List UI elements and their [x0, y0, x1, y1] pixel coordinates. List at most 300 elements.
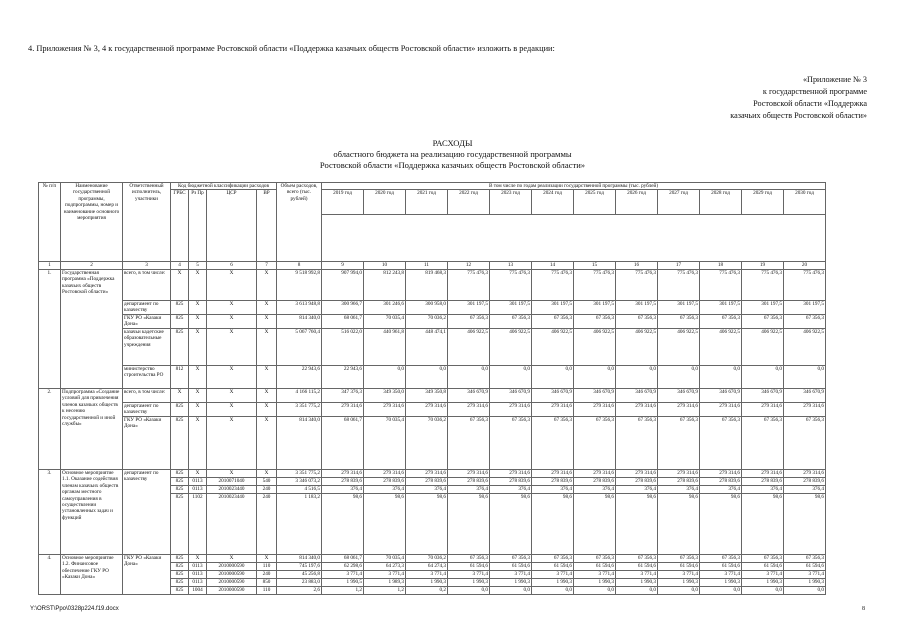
year-value: 68 061,7 — [322, 555, 364, 563]
vr-code: 240 — [257, 494, 277, 555]
year-value: 448 474,1 — [406, 329, 448, 366]
rzpr-code: 1102 — [189, 494, 207, 555]
grbs-code: 825 — [171, 579, 189, 587]
year-value: 67 356,3 — [448, 417, 490, 470]
year-value: 67 356,3 — [616, 315, 658, 329]
column-number: 15 — [574, 262, 616, 270]
year-value: 67 356,3 — [784, 417, 826, 470]
year-value: 278 839,6 — [490, 478, 532, 486]
year-value: 406 922,5 — [532, 329, 574, 366]
vr-code: X — [257, 417, 277, 470]
document-heading — [0, 138, 905, 171]
year-value: 0,0 — [574, 366, 616, 389]
year-value: 1,2 — [364, 587, 406, 595]
grbs-code: 825 — [171, 329, 189, 366]
total-value: 814 340,0 — [277, 555, 322, 563]
column-number: 9 — [322, 262, 364, 270]
csr-code: X — [207, 555, 257, 563]
csr-code: 2010023440 — [207, 486, 257, 494]
total-value: 3 613 948,8 — [277, 301, 322, 315]
total-value: 23 883,0 — [277, 579, 322, 587]
executor: казачьи кадетские образовательные учреждения — [123, 329, 171, 366]
vr-code: X — [257, 389, 277, 403]
year-value: 3 771,4 — [616, 571, 658, 579]
rzpr-code: 0113 — [189, 571, 207, 579]
total-value: 45 256,8 — [277, 571, 322, 579]
grbs-code: 825 — [171, 470, 189, 478]
year-value: 279 314,6 — [490, 403, 532, 417]
heading-line: Ростовской области «Поддержка казачьих обществ Ростовской области» — [319, 160, 586, 170]
grbs-code: 825 — [171, 301, 189, 315]
year-value: 279 314,6 — [406, 403, 448, 417]
rzpr-code: X — [189, 470, 207, 478]
year-value: 346 670,9 — [658, 389, 700, 403]
year-value: 376,4 — [700, 486, 742, 494]
total-value: 4 516,5 — [277, 486, 322, 494]
year-value: 406 922,5 — [574, 329, 616, 366]
csr-code: X — [207, 417, 257, 470]
year-value: 67 356,3 — [742, 315, 784, 329]
year-value: 98,6 — [406, 494, 448, 555]
year-value: 1 990,3 — [616, 579, 658, 587]
header-no: № п/п — [39, 183, 61, 262]
year-value: 406 922,5 — [658, 329, 700, 366]
grbs-code: 825 — [171, 555, 189, 563]
heading-title: РАСХОДЫ — [432, 138, 473, 148]
csr-code: 2010023440 — [207, 494, 257, 555]
year-value: 346 670,9 — [448, 389, 490, 403]
table-row — [39, 555, 826, 563]
year-value: 67 356,3 — [658, 315, 700, 329]
header-year: 2021 год — [406, 190, 448, 215]
csr-code: 2010071040 — [207, 478, 257, 486]
rzpr-code: X — [189, 555, 207, 563]
year-value: 301 246,6 — [364, 301, 406, 315]
header-years-caption: В том числе по годам реализации государственной программы (тыс. рублей) — [322, 183, 826, 190]
year-value: 67 356,3 — [532, 315, 574, 329]
year-value: 278 839,6 — [364, 478, 406, 486]
year-value: 278 839,6 — [616, 478, 658, 486]
year-value: 346 670,9 — [532, 389, 574, 403]
appendix-line: Ростовской области «Поддержка — [753, 99, 867, 108]
year-value: 70 035,4 — [364, 417, 406, 470]
year-value: 278 839,6 — [322, 478, 364, 486]
grbs-code: 825 — [171, 571, 189, 579]
vr-code: X — [257, 329, 277, 366]
year-value: 279 314,6 — [532, 470, 574, 478]
year-value: 346 670,9 — [784, 389, 826, 403]
column-number: 3 — [123, 262, 171, 270]
year-value: 1 990,3 — [700, 579, 742, 587]
table-row — [39, 403, 826, 417]
csr-code: X — [207, 366, 257, 389]
intro-text: 4. Приложения № 3, 4 к государственной программе Ростовской области «Поддержка казачьих обществ Ростовской области» изложить в редакции: — [28, 44, 555, 53]
year-value: 279 314,6 — [406, 470, 448, 478]
year-value: 0,0 — [616, 366, 658, 389]
total-value: 4 166 115,2 — [277, 389, 322, 403]
year-value: 70 036,2 — [406, 555, 448, 563]
year-value: 0,0 — [784, 366, 826, 389]
year-value: 376,4 — [364, 486, 406, 494]
expenses-table-wrap — [38, 182, 826, 595]
table-row — [39, 417, 826, 470]
year-value: 301 197,5 — [658, 301, 700, 315]
grbs-code: 825 — [171, 478, 189, 486]
year-value: 3 771,4 — [364, 571, 406, 579]
year-value: 376,4 — [322, 486, 364, 494]
total-value: 9 518 992,8 — [277, 270, 322, 301]
year-value: 98,6 — [448, 494, 490, 555]
column-number: 2 — [61, 262, 123, 270]
appendix-line: казачьих обществ Ростовской области» — [730, 111, 867, 120]
year-value: 516 022,0 — [322, 329, 364, 366]
year-value: 98,6 — [658, 494, 700, 555]
expenses-table-body — [39, 262, 826, 595]
year-value: 67 356,3 — [448, 555, 490, 563]
year-value: 301 197,5 — [532, 301, 574, 315]
rzpr-code: X — [189, 329, 207, 366]
grbs-code: 825 — [171, 315, 189, 329]
vr-code: 110 — [257, 563, 277, 571]
year-value: 68 061,7 — [322, 417, 364, 470]
grbs-code: X — [171, 270, 189, 301]
column-number: 12 — [448, 262, 490, 270]
column-number: 17 — [658, 262, 700, 270]
page-number: 8 — [862, 606, 865, 612]
total-value: 3 351 775,2 — [277, 470, 322, 478]
column-number: 13 — [490, 262, 532, 270]
executor: всего, в том числе: — [123, 389, 171, 403]
csr-code: X — [207, 329, 257, 366]
year-value: 0,0 — [448, 587, 490, 595]
total-value: 3 351 775,2 — [277, 403, 322, 417]
year-value: 61 594,6 — [658, 563, 700, 571]
year-value: 3 771,4 — [532, 571, 574, 579]
year-value: 98,6 — [364, 494, 406, 555]
year-value: 70 035,4 — [364, 315, 406, 329]
footer-file-path: Y:\ORST\Ppo\0328p224.f19.docx — [30, 606, 119, 612]
year-value: 98,6 — [742, 494, 784, 555]
year-value: 1 990,3 — [448, 579, 490, 587]
executor: всего, в том числе: — [123, 270, 171, 301]
year-value: 376,4 — [490, 486, 532, 494]
year-value: 67 356,3 — [700, 555, 742, 563]
year-value: 98,6 — [784, 494, 826, 555]
grbs-code: 825 — [171, 486, 189, 494]
grbs-code: 825 — [171, 403, 189, 417]
year-value: 64 273,3 — [364, 563, 406, 571]
column-number: 16 — [616, 262, 658, 270]
vr-code: 540 — [257, 478, 277, 486]
column-number: 20 — [784, 262, 826, 270]
year-value: 1 990,5 — [322, 579, 364, 587]
year-value: 67 356,3 — [784, 555, 826, 563]
year-value: 279 314,6 — [448, 470, 490, 478]
program-name: Основное мероприятие 1.2. Финансовое обеспечение ГКУ РО «Казаки Дона» — [61, 555, 123, 595]
column-number: 6 — [207, 262, 257, 270]
year-value: 0,0 — [658, 366, 700, 389]
csr-code: 2010000590 — [207, 587, 257, 595]
table-row — [39, 301, 826, 315]
year-value: 64 274,3 — [406, 563, 448, 571]
vr-code: 850 — [257, 579, 277, 587]
year-value: 775 476,3 — [742, 270, 784, 301]
year-value: 67 356,3 — [490, 417, 532, 470]
appendix-line: «Приложение № 3 — [802, 75, 867, 84]
vr-code: X — [257, 301, 277, 315]
year-value: 279 314,6 — [784, 470, 826, 478]
column-number: 19 — [742, 262, 784, 270]
year-value: 278 839,6 — [448, 478, 490, 486]
year-value: 278 839,6 — [700, 478, 742, 486]
year-value: 279 314,6 — [574, 403, 616, 417]
year-value: 3 771,4 — [322, 571, 364, 579]
year-value: 0,0 — [784, 587, 826, 595]
year-value: 98,6 — [322, 494, 364, 555]
vr-code: X — [257, 270, 277, 301]
year-value: 0,0 — [742, 366, 784, 389]
year-value: 346 670,9 — [700, 389, 742, 403]
column-number: 10 — [364, 262, 406, 270]
year-value: 278 839,6 — [742, 478, 784, 486]
table-row — [39, 389, 826, 403]
year-value: 98,6 — [700, 494, 742, 555]
year-value: 406 922,5 — [490, 329, 532, 366]
year-value: 301 197,5 — [574, 301, 616, 315]
year-value: 775 476,3 — [616, 270, 658, 301]
year-value: 775 476,3 — [532, 270, 574, 301]
year-value: 67 356,3 — [490, 315, 532, 329]
total-value: 814 340,0 — [277, 315, 322, 329]
year-value: 61 594,6 — [532, 563, 574, 571]
year-value: 279 314,6 — [532, 403, 574, 417]
grbs-code: 825 — [171, 494, 189, 555]
year-value: 349 350,0 — [364, 389, 406, 403]
vr-code: 240 — [257, 486, 277, 494]
grbs-code: 825 — [171, 417, 189, 470]
header-rzpr: Рз Пр — [189, 190, 207, 262]
year-value: 0,0 — [742, 587, 784, 595]
row-number: 3. — [39, 470, 61, 555]
grbs-code: X — [171, 389, 189, 403]
column-number: 14 — [532, 262, 574, 270]
header-year: 2022 год — [448, 190, 490, 215]
year-value: 67 356,3 — [448, 315, 490, 329]
year-value: 775 476,3 — [490, 270, 532, 301]
year-value: 775 476,3 — [658, 270, 700, 301]
year-value: 3 771,4 — [490, 571, 532, 579]
year-value: 279 314,6 — [322, 403, 364, 417]
year-value: 406 922,5 — [784, 329, 826, 366]
header-year: 2020 год — [364, 190, 406, 215]
appendix-caption — [617, 74, 867, 122]
rzpr-code: X — [189, 366, 207, 389]
year-value: 70 036,2 — [406, 417, 448, 470]
expenses-table — [38, 182, 826, 595]
year-value: 301 197,5 — [490, 301, 532, 315]
year-value: 67 356,3 — [616, 417, 658, 470]
total-value: 814 340,0 — [277, 417, 322, 470]
header-total: Объем расходов, всего (тыс. рублей) — [277, 183, 322, 262]
year-value: 0,2 — [406, 587, 448, 595]
year-value: 279 314,6 — [616, 403, 658, 417]
year-value: 98,6 — [574, 494, 616, 555]
year-value: 376,4 — [784, 486, 826, 494]
year-value: 3 771,4 — [448, 571, 490, 579]
rzpr-code: 0113 — [189, 486, 207, 494]
csr-code: X — [207, 315, 257, 329]
total-value: 745 197,6 — [277, 563, 322, 571]
table-row — [39, 329, 826, 366]
appendix-line: к государственной программе — [762, 87, 867, 96]
vr-code: X — [257, 315, 277, 329]
year-value: 812 243,8 — [364, 270, 406, 301]
year-value: 1 990,3 — [574, 579, 616, 587]
year-value: 279 314,6 — [616, 470, 658, 478]
csr-code: 2010000590 — [207, 563, 257, 571]
year-value: 775 476,3 — [784, 270, 826, 301]
year-value: 0,0 — [700, 587, 742, 595]
csr-code: X — [207, 301, 257, 315]
header-year: 2026 год — [616, 190, 658, 215]
executor: департамент по казачеству — [123, 301, 171, 315]
rzpr-code: 0113 — [189, 579, 207, 587]
year-value: 279 314,6 — [364, 403, 406, 417]
year-value: 67 356,3 — [658, 555, 700, 563]
year-value: 346 670,9 — [574, 389, 616, 403]
year-value: 67 356,3 — [784, 315, 826, 329]
csr-code: X — [207, 470, 257, 478]
heading-line: областного бюджета на реализацию государственной программы — [333, 149, 572, 159]
year-value: 61 594,6 — [784, 563, 826, 571]
year-value: 775 476,3 — [574, 270, 616, 301]
year-value: 0,0 — [490, 366, 532, 389]
year-value: 301 197,5 — [700, 301, 742, 315]
header-year: 2019 год — [322, 190, 364, 215]
year-value: 3 771,4 — [574, 571, 616, 579]
table-row — [39, 470, 826, 478]
year-value: 279 314,6 — [742, 403, 784, 417]
header-executor: Ответственный исполнитель, участники — [123, 183, 171, 262]
row-number: 4. — [39, 555, 61, 595]
year-value: 67 356,3 — [700, 315, 742, 329]
rzpr-code: 0113 — [189, 478, 207, 486]
year-value: 346 670,9 — [742, 389, 784, 403]
year-value: 98,6 — [490, 494, 532, 555]
year-value: 278 839,6 — [532, 478, 574, 486]
year-value: 300 958,0 — [406, 301, 448, 315]
year-value: 406 922,5 — [700, 329, 742, 366]
year-value: 3 771,4 — [742, 571, 784, 579]
year-value: 301 197,5 — [616, 301, 658, 315]
vr-code: X — [257, 470, 277, 478]
year-value: 279 314,6 — [322, 470, 364, 478]
year-value: 3 771,4 — [784, 571, 826, 579]
year-value: 775 476,3 — [448, 270, 490, 301]
rzpr-code: X — [189, 389, 207, 403]
rzpr-code: X — [189, 301, 207, 315]
year-value: 0,0 — [616, 587, 658, 595]
header-year: 2023 год — [490, 190, 532, 215]
year-value: 406 922,5 — [448, 329, 490, 366]
year-value: 68 061,7 — [322, 315, 364, 329]
column-number-row — [39, 262, 826, 270]
year-value: 0,0 — [532, 366, 574, 389]
total-value: 2,6 — [277, 587, 322, 595]
year-value: 22 943,6 — [322, 366, 364, 389]
year-value: 279 314,6 — [658, 403, 700, 417]
rzpr-code: 0113 — [189, 563, 207, 571]
total-value: 5 067 760,4 — [277, 329, 322, 366]
year-value: 376,4 — [658, 486, 700, 494]
year-value: 67 356,3 — [742, 417, 784, 470]
year-value: 61 594,6 — [490, 563, 532, 571]
column-number: 5 — [189, 262, 207, 270]
year-value: 62 298,6 — [322, 563, 364, 571]
year-value: 440 961,8 — [364, 329, 406, 366]
year-value: 376,4 — [448, 486, 490, 494]
year-value: 300 966,7 — [322, 301, 364, 315]
program-name: Государственная программа «Поддержка казачьих обществ Ростовской области» — [61, 270, 123, 389]
year-value: 346 670,9 — [616, 389, 658, 403]
year-value: 0,0 — [700, 366, 742, 389]
year-value: 67 356,3 — [574, 555, 616, 563]
year-value: 1,2 — [322, 587, 364, 595]
year-value: 349 350,8 — [406, 389, 448, 403]
year-value: 3 771,4 — [658, 571, 700, 579]
executor: министерство строительства РО — [123, 366, 171, 389]
total-value: 1 183,2 — [277, 494, 322, 555]
year-value: 61 594,6 — [700, 563, 742, 571]
year-value: 67 356,3 — [532, 417, 574, 470]
year-value: 775 476,3 — [700, 270, 742, 301]
year-value: 1 990,3 — [490, 579, 532, 587]
year-value: 279 314,6 — [700, 403, 742, 417]
executor: ГКУ РО «Казаки Дона» — [123, 417, 171, 470]
year-value: 406 922,5 — [742, 329, 784, 366]
program-name: Основное мероприятие 1.1. Оказание содействия членам казачьих обществ органам местного самоуправления в осуществлении установленных задач и функций — [61, 470, 123, 555]
row-number: 2. — [39, 389, 61, 470]
column-number: 1 — [39, 262, 61, 270]
year-value: 67 356,3 — [532, 555, 574, 563]
vr-code: 110 — [257, 587, 277, 595]
vr-code: X — [257, 555, 277, 563]
header-year: 2024 год — [532, 190, 574, 215]
table-row — [39, 366, 826, 389]
rzpr-code: X — [189, 315, 207, 329]
year-value: 0,0 — [658, 587, 700, 595]
year-value: 61 594,6 — [742, 563, 784, 571]
header-year: 2028 год — [700, 190, 742, 215]
rzpr-code: X — [189, 417, 207, 470]
year-value: 1 990,3 — [742, 579, 784, 587]
table-row — [39, 315, 826, 329]
executor: ГКУ РО «Казаки Дона» — [123, 315, 171, 329]
row-number: 1. — [39, 270, 61, 389]
year-value: 376,4 — [742, 486, 784, 494]
year-value: 67 356,3 — [616, 555, 658, 563]
year-value: 279 314,6 — [784, 403, 826, 417]
year-value: 278 839,6 — [658, 478, 700, 486]
year-value: 279 314,6 — [490, 470, 532, 478]
year-value: 98,6 — [532, 494, 574, 555]
year-value: 0,0 — [364, 366, 406, 389]
year-value: 301 197,5 — [448, 301, 490, 315]
header-grbs: ГРБС — [171, 190, 189, 262]
header-vr: ВР — [257, 190, 277, 262]
program-name: Подпрограмма «Создание условий для привлечения членов казачьих обществ к несению государственной и иной службы» — [61, 389, 123, 470]
year-value: 61 594,6 — [616, 563, 658, 571]
